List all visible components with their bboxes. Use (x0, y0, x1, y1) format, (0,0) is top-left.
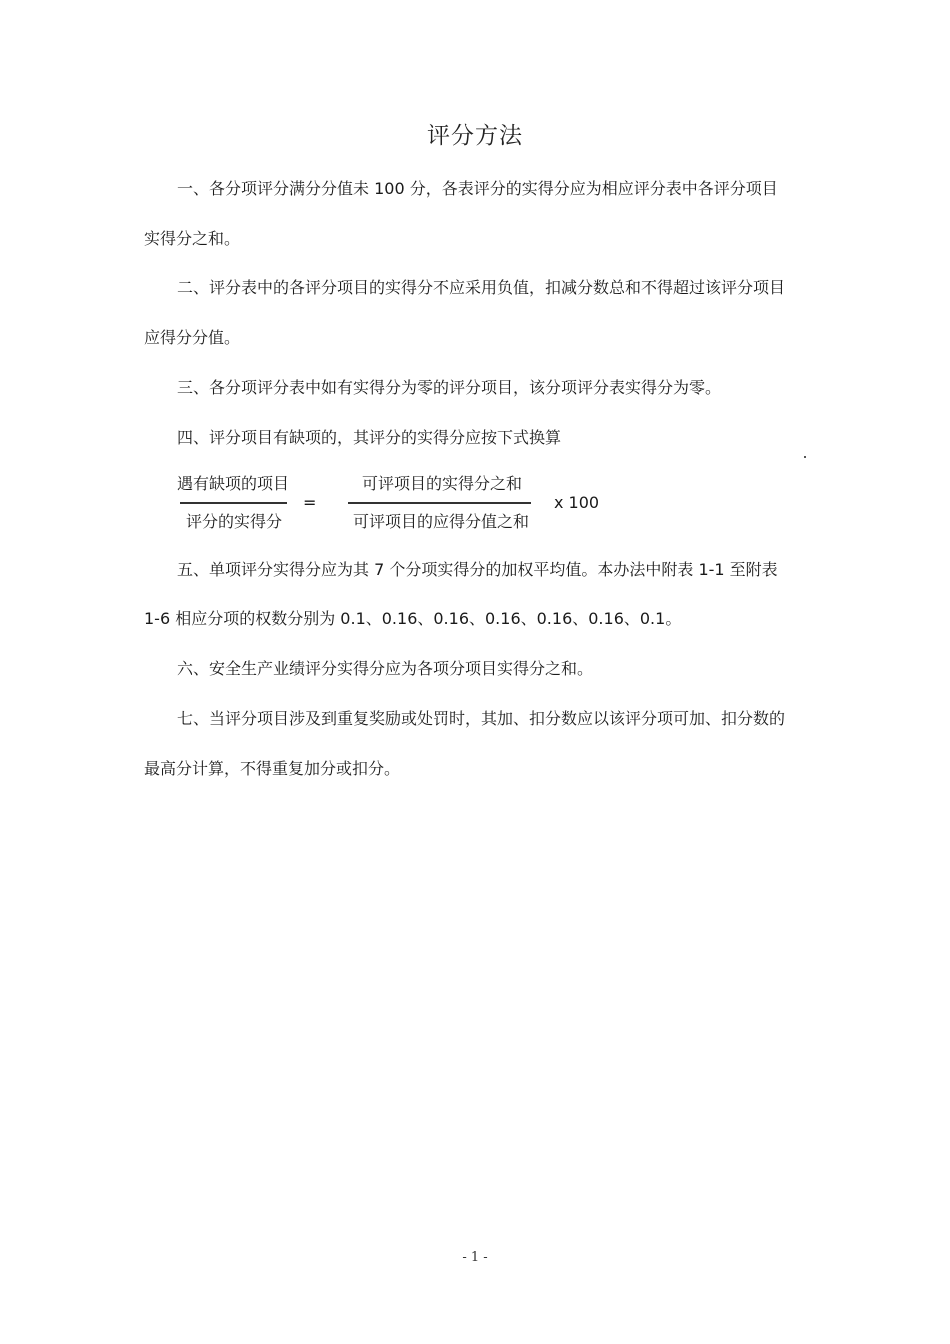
paragraph-5-line-1: 五、单项评分实得分应为其 7 个分项实得分的加权平均值。本办法中附表 1-1 至附表 (177, 560, 778, 579)
paragraph-3-line-1: 三、各分项评分表中如有实得分为零的评分项目，该分项评分表实得分为零。 (177, 378, 722, 397)
paragraph-4-line-1: 四、评分项目有缺项的，其评分的实得分应按下式换算 (177, 428, 562, 447)
page-number: - 1 - (462, 1250, 488, 1265)
formula-right-fraction-bar (348, 502, 531, 504)
formula-left-numerator: 遇有缺项的项目 (177, 474, 290, 493)
formula-right-numerator: 可评项目的实得分之和 (362, 474, 523, 493)
formula-right-denominator: 可评项目的应得分值之和 (353, 512, 530, 531)
paragraph-7-line-1: 七、当评分项目涉及到重复奖励或处罚时，其加、扣分数应以该评分项可加、扣分数的 (177, 709, 786, 728)
formula-equals-sign: = (303, 493, 317, 512)
paragraph-7-line-2: 最高分计算，不得重复加分或扣分。 (144, 759, 401, 778)
formula-left-fraction-bar (180, 502, 287, 504)
formula-left-denominator: 评分的实得分 (186, 512, 283, 531)
formula-multiplier: x 100 (554, 493, 600, 512)
paragraph-1-line-1: 一、各分项评分满分分值未 100 分，各表评分的实得分应为相应评分表中各评分项目 (177, 179, 778, 198)
paragraph-5-line-2: 1-6 相应分项的权数分别为 0.1、0.16、0.16、0.16、0.16、0.16、0.1。 (144, 609, 682, 628)
paragraph-1-line-2: 实得分之和。 (144, 229, 241, 248)
paragraph-2-line-2: 应得分分值。 (144, 328, 241, 347)
page-title: 评分方法 (427, 123, 523, 149)
stray-mark (804, 456, 806, 458)
paragraph-6-line-1: 六、安全生产业绩评分实得分应为各项分项目实得分之和。 (177, 659, 594, 678)
paragraph-2-line-1: 二、评分表中的各评分项目的实得分不应采用负值，扣减分数总和不得超过该评分项目 (177, 278, 786, 297)
